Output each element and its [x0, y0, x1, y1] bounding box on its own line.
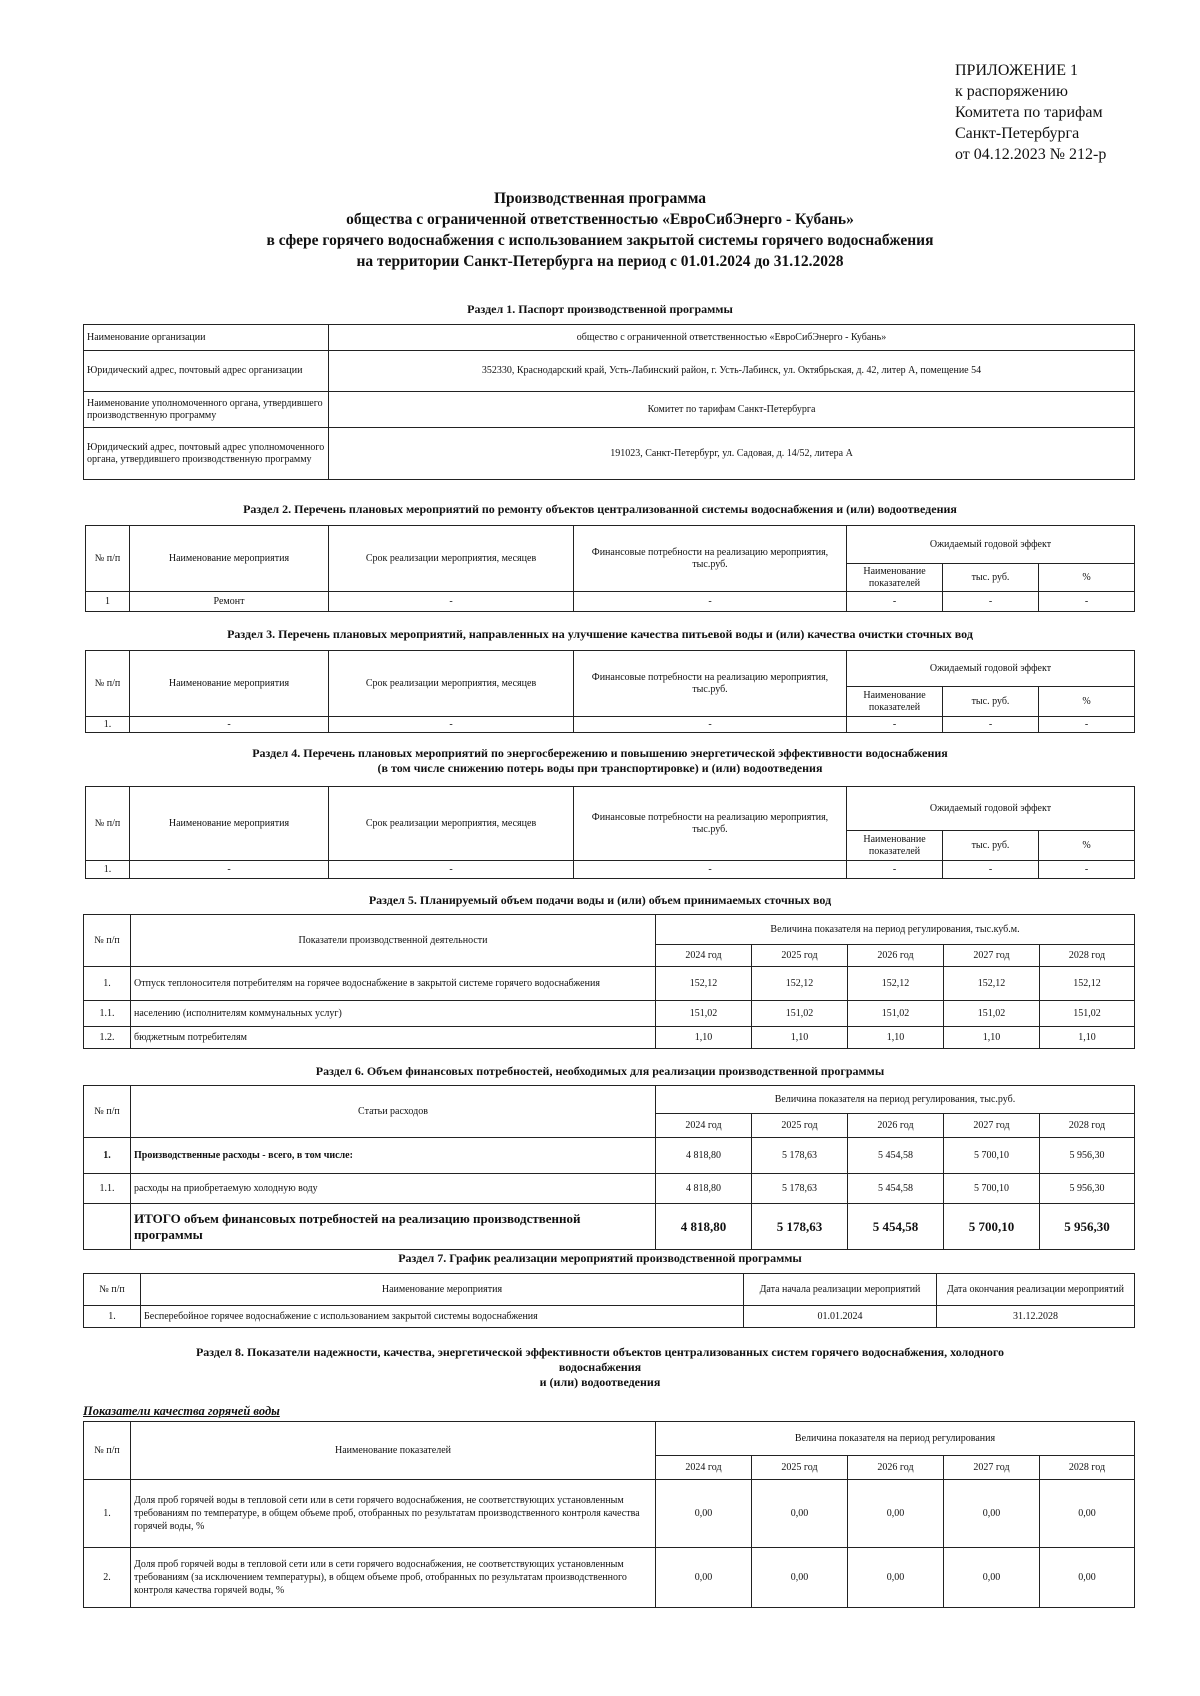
cell: -	[130, 717, 329, 733]
col-term: Срок реализации мероприятия, месяцев	[329, 526, 574, 592]
passport-label: Наименование уполномоченного органа, утвердившего производственную программу	[84, 392, 329, 428]
col-num: № п/п	[84, 1274, 141, 1306]
document-title	[0, 188, 1200, 272]
row-name: Бесперебойное горячее водоснабжение с использованием закрытой системы водоснабжения	[141, 1306, 744, 1328]
section-5-title: Раздел 5. Планируемый объем подачи воды и (или) объем принимаемых сточных вод	[368, 893, 832, 907]
total-row	[84, 1204, 1135, 1250]
total-label: ИТОГО объем финансовых потребностей на реализацию производственной программы	[131, 1204, 656, 1250]
cell: -	[847, 861, 943, 879]
value-cell: 0,00	[656, 1480, 752, 1548]
table-row	[84, 428, 1135, 480]
row-num	[84, 1204, 131, 1250]
passport-value: Комитет по тарифам Санкт-Петербурга	[329, 392, 1135, 428]
table-row	[84, 325, 1135, 351]
value-cell: 0,00	[944, 1480, 1040, 1548]
value-cell: 0,00	[848, 1480, 944, 1548]
cell: 1.	[86, 861, 130, 879]
title-line: на территории Санкт-Петербурга на период с 01.01.2024 до 31.12.2028	[356, 253, 844, 270]
value-cell: 4 818,80	[656, 1138, 752, 1174]
value-cell: 151,02	[752, 1001, 848, 1027]
col-indicator-name: Наименование показателей	[131, 1422, 656, 1480]
col-num: № п/п	[84, 1422, 131, 1480]
section-4-title-line: Раздел 4. Перечень плановых мероприятий по энергосбережению и повышению энергетической эффективности водоснабжения	[252, 746, 948, 760]
section-2-title: Раздел 2. Перечень плановых мероприятий по ремонту объектов централизованной системы водоснабжения и (или) водоотведения	[243, 502, 957, 516]
col-indicators: Наименование показателей	[847, 831, 943, 861]
col-year: 2028 год	[1040, 945, 1135, 967]
total-value: 5 454,58	[848, 1204, 944, 1250]
col-finance: Финансовые потребности на реализацию мероприятия, тыс.руб.	[574, 787, 847, 861]
start-date: 01.01.2024	[744, 1306, 937, 1328]
value-cell: 0,00	[752, 1548, 848, 1608]
value-cell: 1,10	[1040, 1027, 1135, 1049]
row-num: 1.2.	[84, 1027, 131, 1049]
col-num: № п/п	[84, 1086, 131, 1138]
table-row	[86, 592, 1135, 612]
table-row	[84, 392, 1135, 428]
col-year: 2025 год	[752, 945, 848, 967]
appendix-line: Санкт-Петербурга	[955, 125, 1080, 142]
col-percent: %	[1039, 831, 1135, 861]
row-name: бюджетным потребителям	[131, 1027, 656, 1049]
total-value: 5 178,63	[752, 1204, 848, 1250]
appendix-line: от 04.12.2023 № 212-р	[955, 146, 1107, 163]
value-cell: 0,00	[944, 1548, 1040, 1608]
end-date: 31.12.2028	[937, 1306, 1135, 1328]
value-cell: 5 700,10	[944, 1174, 1040, 1204]
section-3-title: Раздел 3. Перечень плановых мероприятий, направленных на улучшение качества питьевой воды и (или) качества очистки сточных вод	[227, 627, 973, 641]
cell: -	[847, 592, 943, 612]
col-indicators: Наименование показателей	[847, 564, 943, 592]
col-year: 2026 год	[848, 945, 944, 967]
section-3-table	[85, 650, 1135, 733]
table-row	[84, 1480, 1135, 1548]
table-header-row	[86, 651, 1135, 687]
col-num: № п/п	[84, 915, 131, 967]
section-6-table	[83, 1085, 1135, 1250]
section-7-title: Раздел 7. График реализации мероприятий производственной программы	[398, 1251, 802, 1265]
table-row	[84, 1548, 1135, 1608]
col-term: Срок реализации мероприятия, месяцев	[329, 651, 574, 717]
value-cell: 4 818,80	[656, 1174, 752, 1204]
col-year: 2028 год	[1040, 1114, 1135, 1138]
col-year: 2027 год	[944, 945, 1040, 967]
row-name: расходы на приобретаемую холодную воду	[131, 1174, 656, 1204]
value-cell: 152,12	[656, 967, 752, 1001]
title-line: Производственная программа	[493, 190, 707, 207]
passport-table	[83, 324, 1135, 480]
col-thousand-rub: тыс. руб.	[943, 831, 1039, 861]
total-value: 5 700,10	[944, 1204, 1040, 1250]
table-row	[86, 717, 1135, 733]
appendix-line: ПРИЛОЖЕНИЕ 1	[955, 62, 1079, 79]
col-event: Наименование мероприятия	[130, 787, 329, 861]
cell: 1.	[86, 717, 130, 733]
row-name: Доля проб горячей воды в тепловой сети или в сети горячего водоснабжения, не соответствующих установленным требованиям (за исключением температуры), в общем объеме проб, отобранных по результатам производственного контроля качества горячей воды, %	[131, 1548, 656, 1608]
value-cell: 152,12	[1040, 967, 1135, 1001]
table-row	[86, 861, 1135, 879]
title-line: в сфере горячего водоснабжения с использованием закрытой системы горячего водоснабжения	[266, 232, 934, 249]
cell: -	[943, 717, 1039, 733]
cell: -	[1039, 861, 1135, 879]
col-year: 2026 год	[848, 1114, 944, 1138]
col-thousand-rub: тыс. руб.	[943, 564, 1039, 592]
section-8-subtitle: Показатели качества горячей воды	[83, 1404, 280, 1418]
col-event: Наименование мероприятия	[141, 1274, 744, 1306]
col-indicators: Наименование показателей	[847, 687, 943, 717]
value-cell: 152,12	[944, 967, 1040, 1001]
table-header-row	[84, 1086, 1135, 1114]
table-header-row	[84, 915, 1135, 945]
value-cell: 0,00	[1040, 1548, 1135, 1608]
col-start-date: Дата начала реализации мероприятий	[744, 1274, 937, 1306]
cell: -	[329, 861, 574, 879]
value-cell: 151,02	[1040, 1001, 1135, 1027]
col-thousand-rub: тыс. руб.	[943, 687, 1039, 717]
value-cell: 1,10	[752, 1027, 848, 1049]
section-2-table	[85, 525, 1135, 612]
col-percent: %	[1039, 564, 1135, 592]
appendix-line: Комитета по тарифам	[955, 104, 1103, 121]
section-7-table	[83, 1273, 1135, 1328]
row-name: Производственные расходы - всего, в том числе:	[131, 1138, 656, 1174]
cell: -	[329, 592, 574, 612]
passport-value: 191023, Санкт-Петербург, ул. Садовая, д. 14/52, литера А	[329, 428, 1135, 480]
appendix-line: к распоряжению	[955, 83, 1068, 100]
value-cell: 0,00	[752, 1480, 848, 1548]
value-cell: 0,00	[1040, 1480, 1135, 1548]
section-8-title-line: водоснабжения	[558, 1360, 642, 1374]
col-period: Величина показателя на период регулирования, тыс.руб.	[656, 1086, 1135, 1114]
cell: -	[329, 717, 574, 733]
total-value: 4 818,80	[656, 1204, 752, 1250]
col-term: Срок реализации мероприятия, месяцев	[329, 787, 574, 861]
col-year: 2026 год	[848, 1456, 944, 1480]
value-cell: 1,10	[848, 1027, 944, 1049]
value-cell: 152,12	[848, 967, 944, 1001]
row-num: 1.1.	[84, 1174, 131, 1204]
passport-value: общество с ограниченной ответственностью «ЕвроСибЭнерго - Кубань»	[329, 325, 1135, 351]
section-8-title-line: Раздел 8. Показатели надежности, качества, энергетической эффективности объектов централизованных систем горячего водоснабжения, холодного	[195, 1345, 1005, 1359]
table-row	[84, 1174, 1135, 1204]
appendix-header	[955, 60, 1106, 165]
table-row	[84, 1306, 1135, 1328]
cell: -	[1039, 717, 1135, 733]
value-cell: 152,12	[752, 967, 848, 1001]
value-cell: 5 454,58	[848, 1138, 944, 1174]
value-cell: 151,02	[848, 1001, 944, 1027]
col-num: № п/п	[86, 651, 130, 717]
table-header-row	[84, 1422, 1135, 1456]
passport-label: Юридический адрес, почтовый адрес уполномоченного органа, утвердившего производственную программу	[84, 428, 329, 480]
total-value: 5 956,30	[1040, 1204, 1135, 1250]
col-effect: Ожидаемый годовой эффект	[847, 526, 1135, 564]
row-num: 1.	[84, 1480, 131, 1548]
cell: -	[574, 717, 847, 733]
value-cell: 5 956,30	[1040, 1174, 1135, 1204]
table-header-row	[86, 526, 1135, 564]
table-row	[84, 1027, 1135, 1049]
passport-label: Юридический адрес, почтовый адрес организации	[84, 351, 329, 392]
row-num: 2.	[84, 1548, 131, 1608]
col-effect: Ожидаемый годовой эффект	[847, 651, 1135, 687]
cell: -	[943, 592, 1039, 612]
cell: 1	[86, 592, 130, 612]
cell: -	[1039, 592, 1135, 612]
cell: -	[847, 717, 943, 733]
section-4-title-line: (в том числе снижению потерь воды при транспортировке) и (или) водоотведения	[377, 761, 823, 775]
section-4-title	[60, 746, 1140, 776]
value-cell: 151,02	[944, 1001, 1040, 1027]
section-1-title: Раздел 1. Паспорт производственной программы	[467, 302, 733, 316]
col-period: Величина показателя на период регулирования, тыс.куб.м.	[656, 915, 1135, 945]
col-end-date: Дата окончания реализации мероприятий	[937, 1274, 1135, 1306]
row-num: 1.1.	[84, 1001, 131, 1027]
table-row	[84, 1001, 1135, 1027]
col-percent: %	[1039, 687, 1135, 717]
table-row	[84, 1138, 1135, 1174]
section-8-title-line: и (или) водоотведения	[539, 1375, 661, 1389]
value-cell: 151,02	[656, 1001, 752, 1027]
value-cell: 0,00	[848, 1548, 944, 1608]
value-cell: 5 454,58	[848, 1174, 944, 1204]
passport-label: Наименование организации	[84, 325, 329, 351]
passport-value: 352330, Краснодарский край, Усть-Лабинский район, г. Усть-Лабинск, ул. Октябрьская, д. 42, литер А, помещение 54	[329, 351, 1135, 392]
value-cell: 5 956,30	[1040, 1138, 1135, 1174]
section-8-title	[60, 1345, 1140, 1390]
table-row	[84, 351, 1135, 392]
col-expense-item: Статьи расходов	[131, 1086, 656, 1138]
cell: -	[574, 592, 847, 612]
section-6-title: Раздел 6. Объем финансовых потребностей, необходимых для реализации производственной программы	[315, 1064, 885, 1078]
row-name: населению (исполнителям коммунальных услуг)	[131, 1001, 656, 1027]
col-effect: Ожидаемый годовой эффект	[847, 787, 1135, 831]
section-5-table	[83, 914, 1135, 1049]
table-header-row	[86, 787, 1135, 831]
title-line: общества с ограниченной ответственностью «ЕвроСибЭнерго - Кубань»	[346, 211, 854, 228]
col-year: 2024 год	[656, 945, 752, 967]
value-cell: 0,00	[656, 1548, 752, 1608]
col-year: 2025 год	[752, 1456, 848, 1480]
col-year: 2027 год	[944, 1114, 1040, 1138]
col-year: 2024 год	[656, 1456, 752, 1480]
value-cell: 5 178,63	[752, 1174, 848, 1204]
col-event: Наименование мероприятия	[130, 651, 329, 717]
value-cell: 1,10	[944, 1027, 1040, 1049]
value-cell: 5 700,10	[944, 1138, 1040, 1174]
value-cell: 5 178,63	[752, 1138, 848, 1174]
col-finance: Финансовые потребности на реализацию мероприятия, тыс.руб.	[574, 651, 847, 717]
value-cell: 1,10	[656, 1027, 752, 1049]
section-8-table	[83, 1421, 1135, 1608]
row-num: 1.	[84, 1138, 131, 1174]
cell: -	[574, 861, 847, 879]
cell: -	[130, 861, 329, 879]
col-num: № п/п	[86, 526, 130, 592]
col-year: 2027 год	[944, 1456, 1040, 1480]
table-header-row	[84, 1274, 1135, 1306]
col-event: Наименование мероприятия	[130, 526, 329, 592]
col-year: 2024 год	[656, 1114, 752, 1138]
cell: -	[943, 861, 1039, 879]
col-period: Величина показателя на период регулирования	[656, 1422, 1135, 1456]
col-finance: Финансовые потребности на реализацию мероприятия, тыс.руб.	[574, 526, 847, 592]
row-name: Доля проб горячей воды в тепловой сети или в сети горячего водоснабжения, не соответствующих установленным требованиям по температуре, в общем объеме проб, отобранных по результатам производственного контроля качества горячей воды, %	[131, 1480, 656, 1548]
section-4-table	[85, 786, 1135, 879]
row-num: 1.	[84, 1306, 141, 1328]
row-num: 1.	[84, 967, 131, 1001]
table-row	[84, 967, 1135, 1001]
col-year: 2028 год	[1040, 1456, 1135, 1480]
col-year: 2025 год	[752, 1114, 848, 1138]
row-name: Отпуск теплоносителя потребителям на горячее водоснабжение в закрытой системе горячего водоснабжения	[131, 967, 656, 1001]
cell: Ремонт	[130, 592, 329, 612]
col-num: № п/п	[86, 787, 130, 861]
col-indicator-name: Показатели производственной деятельности	[131, 915, 656, 967]
